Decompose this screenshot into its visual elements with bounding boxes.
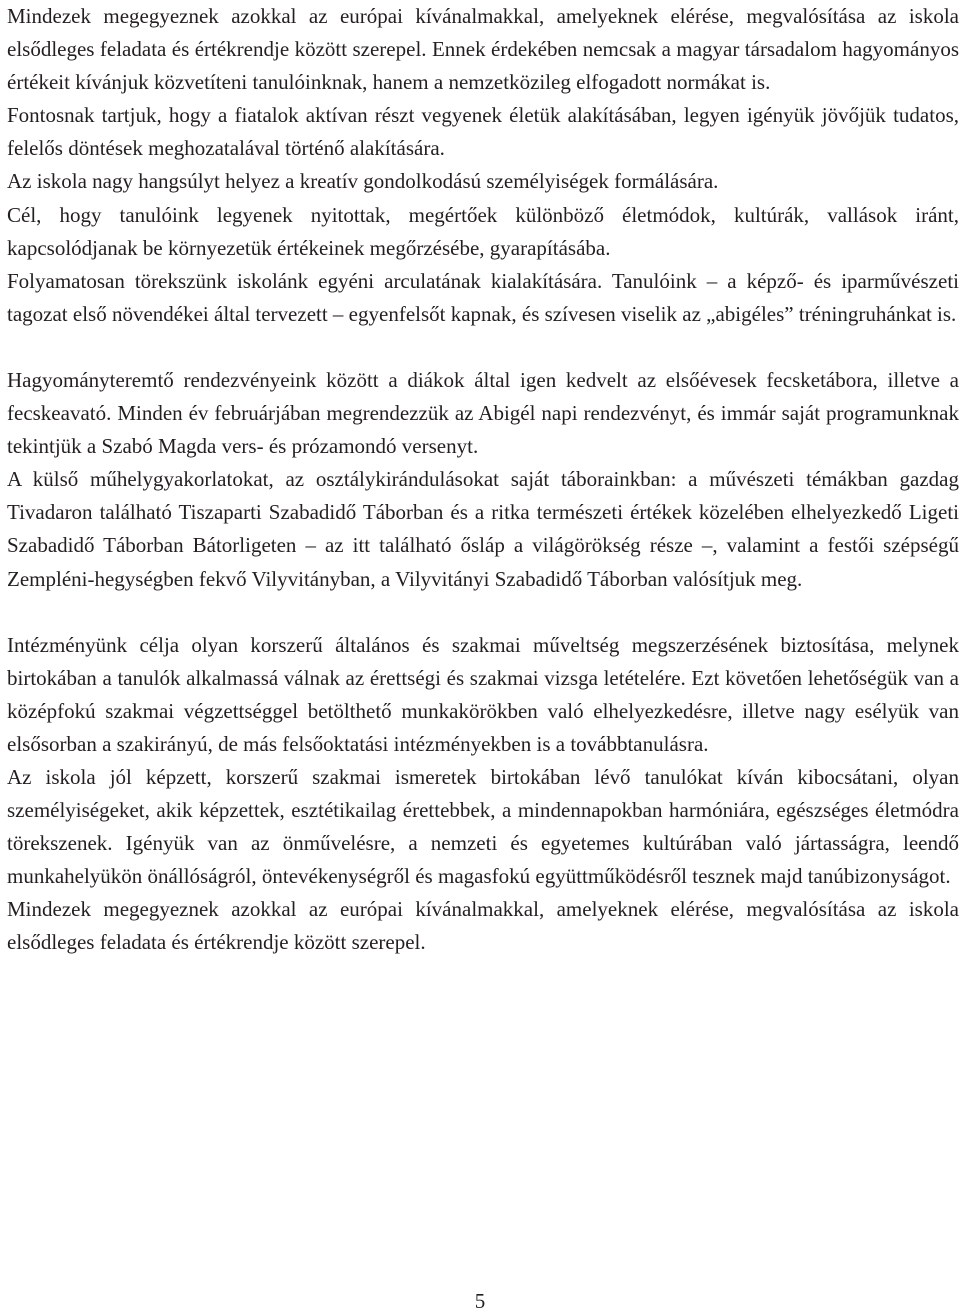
page-number: 5 (474, 1289, 486, 1313)
paragraph: Az iskola nagy hangsúlyt helyez a kreatív gondolkodású személyiségek formálására. (7, 169, 719, 194)
paragraph: Fontosnak tartjuk, hogy a fiatalok aktívan részt vegyenek életük alakításában, legyen igényük jövőjük tudatos, felelős döntések meghozatalával történő alakítására. (7, 103, 959, 161)
paragraph: Folyamatosan törekszünk iskolánk egyéni arculatának kialakítására. Tanulóink – a képző- és iparművészeti tagozat első növendékei által tervezett – egyenfelsőt kapnak, és szívesen viselik az „abigéles” tréningruhánkat is. (7, 268, 959, 326)
paragraph: Mindezek megegyeznek azokkal az európai kívánalmakkal, amelyeknek elérése, megvalósítása az iskola elsődleges feladata és értékrendje között szerepel. (7, 897, 959, 955)
paragraph: Cél, hogy tanulóink legyenek nyitottak, megértőek különböző életmódok, kultúrák, vallások iránt, kapcsolódjanak be környezetük értékeinek megőrzésébe, gyarapításába. (7, 202, 959, 260)
paragraph: Intézményünk célja olyan korszerű általános és szakmai műveltség megszerzésének biztosítása, melynek birtokában a tanulók alkalmassá válnak az érettségi és szakmai vizsga letételére. Ezt követően lehetőségük van a középfokú szakmai végzettséggel betölthető munkakörökben való elhelyezkedésre, illetve nagy esélyük van elsősorban a szakirányú, de más felsőoktatási intézményekben is a továbbtanulásra. (7, 632, 959, 756)
paragraph: Mindezek megegyeznek azokkal az európai kívánalmakkal, amelyeknek elérése, megvalósítása az iskola elsődleges feladata és értékrendje között szerepel. Ennek érdekében nemcsak a magyar társadalom hagyományos értékeit kívánjuk közvetíteni tanulóinknak, hanem a nemzetközileg elfogadott normákat is. (7, 4, 959, 95)
paragraph: Az iskola jól képzett, korszerű szakmai ismeretek birtokában lévő tanulókat kíván kibocsátani, olyan személyiségeket, akik képzettek, esztétikailag érettebbek, a mindennapokban harmóniára, egészséges életmódra törekszenek. Igényük van az önművelésre, a nemzeti és egyetemes kultúrában való jártasságra, leendő munkahelyükön önállóságról, öntevékenységről és magasfokú együttműködésről tesznek majd tanúbizonyságot. (7, 764, 959, 889)
section-values (7, 0, 959, 331)
section-traditions (7, 364, 959, 596)
document-page (7, 0, 959, 960)
paragraph: Hagyományteremtő rendezvényeink között a diákok által igen kedvelt az elsőévesek fecsketábora, illetve a fecskeavató. Minden év februárjában megrendezzük az Abigél napi rendezvényt, és immár saját programunknak tekintjük a Szabó Magda vers- és prózamondó versenyt. (7, 367, 959, 459)
section-spacer (7, 596, 959, 629)
section-goals (7, 629, 959, 960)
section-spacer (7, 331, 959, 364)
paragraph: A külső műhelygyakorlatokat, az osztálykirándulásokat saját táborainkban: a művészeti témákban gazdag Tivadaron található Tiszaparti Szabadidő Táborban és a ritka természeti értékek közelében elhelyezkedő Ligeti Szabadidő Táborban Bátorligeten – az itt található ősláp a világörökség része –, valamint a festői szépségű Zempléni-hegységben fekvő Vilyvitányban, a Vilyvitányi Szabadidő Táborban valósítjuk meg. (7, 467, 959, 591)
